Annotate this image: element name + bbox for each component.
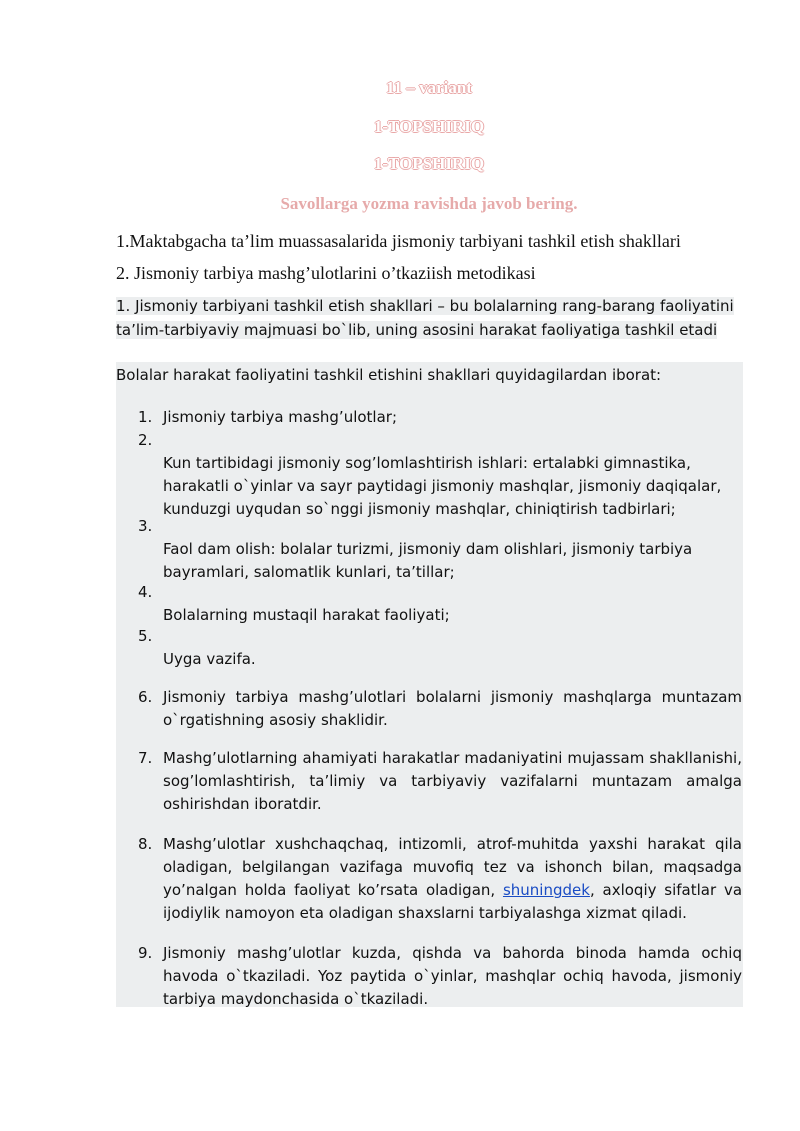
list-number: 5.	[138, 627, 153, 645]
list-intro: Bolalar harakat faoliyatini tashkil etishini shakllari quyidagilardan iborat:	[116, 366, 662, 384]
list-line: Mashg’ulotlarning ahamiyati harakatlar madaniyatini mujassam shakllanishi,	[163, 749, 742, 767]
instruction-heading: Savollarga yozma ravishda javob bering.	[280, 194, 578, 213]
list-line: Kun tartibidagi jismoniy sog’lomlashtirish ishlari: ertalabki gimnastika,	[163, 454, 691, 472]
list-line: Jismoniy tarbiya mashg’ulotlar;	[163, 408, 398, 426]
list-line: Faol dam olish: bolalar turizmi, jismoniy dam olishlari, jismoniy tarbiya	[163, 540, 693, 558]
list-line: kunduzgi uyqudan so`nggi jismoniy mashqlar, chiniqtirish tadbirlari;	[163, 500, 676, 518]
shuningdek-link[interactable]: shuningdek	[502, 881, 590, 899]
list-line: Bolalarning mustaqil harakat faoliyati;	[163, 606, 450, 624]
list-number: 7.	[138, 749, 153, 767]
list-number: 9.	[138, 944, 153, 962]
list-line: ijodiylik namoyon eta oladigan shaxslarni tarbiyalashga xizmat qiladi.	[163, 904, 687, 922]
list-text	[163, 538, 742, 584]
list-line: bayramlari, salomatlik kunlari, ta’tillar;	[163, 563, 455, 581]
list-number: 1.	[138, 408, 153, 426]
list-text	[163, 747, 742, 816]
list-line: o`rgatishning asosiy shaklidir.	[163, 711, 388, 729]
list-number: 4.	[138, 583, 153, 601]
answer-intro-line-1: 1. Jismoniy tarbiyani tashkil etish shakllari – bu bolalarning rang-barang faoliyatini	[116, 297, 734, 315]
list-line: Jismoniy tarbiya mashg’ulotlari bolalarni jismoniy mashqlarga muntazam	[163, 688, 742, 706]
list-line: oshirishdan iboratdir.	[163, 795, 322, 813]
list-text	[163, 942, 742, 1011]
list-line-part: , axloqiy sifatlar va	[589, 881, 743, 899]
task-heading-1: 1-TOPSHIRIQ	[373, 117, 485, 136]
list-number: 8.	[138, 835, 153, 853]
task-heading-2: 1-TOPSHIRIQ	[373, 154, 485, 173]
question-1: 1.Maktabgacha ta’lim muassasalarida jismoniy tarbiyani tashkil etish shakllari	[116, 231, 681, 251]
list-line: havoda o`tkaziladi. Yoz paytida o`yinlar, mashqlar ochiq havoda, jismoniy	[163, 967, 742, 985]
list-number: 2.	[138, 431, 153, 449]
list-line: Jismoniy mashg’ulotlar kuzda, qishda va bahorda binoda hamda ochiq	[163, 944, 742, 962]
list-number: 6.	[138, 688, 153, 706]
list-line: Uyga vazifa.	[163, 650, 256, 668]
list-line: oladigan, belgilangan vazifaga muvofiq tez va ishonch bilan, maqsadga	[163, 858, 742, 876]
list-text	[163, 452, 742, 521]
list-text	[163, 648, 742, 671]
list-number: 3.	[138, 517, 153, 535]
answer-intro-paragraph	[116, 294, 756, 342]
list-line-part: yo’nalgan holda faoliyat ko’rsata oladigan,	[163, 881, 503, 899]
answer-intro-line-2: ta’lim-tarbiyaviy majmuasi bo`lib, uning asosini harakat faoliyatiga tashkil etadi	[116, 321, 718, 339]
list-text	[163, 604, 742, 627]
variant-heading: 11 – variant	[386, 78, 472, 97]
list-line	[163, 879, 742, 902]
list-line: harakatli o`yinlar va sayr paytidagi jismoniy mashqlar, jismoniy daqiqalar,	[163, 477, 722, 495]
question-2: 2. Jismoniy tarbiya mashg’ulotlarini o’tkaziish metodikasi	[116, 263, 536, 283]
list-text	[163, 686, 742, 732]
list-line: tarbiya maydonchasida o`tkaziladi.	[163, 990, 429, 1008]
list-line: Mashg’ulotlar xushchaqchaq, intizomli, atrof-muhitda yaxshi harakat qila	[163, 835, 742, 853]
list-text	[163, 833, 742, 925]
list-line: sog’lomlashtirish, ta’limiy va tarbiyaviy vazifalarni muntazam amalga	[163, 772, 742, 790]
list-text	[163, 406, 742, 429]
